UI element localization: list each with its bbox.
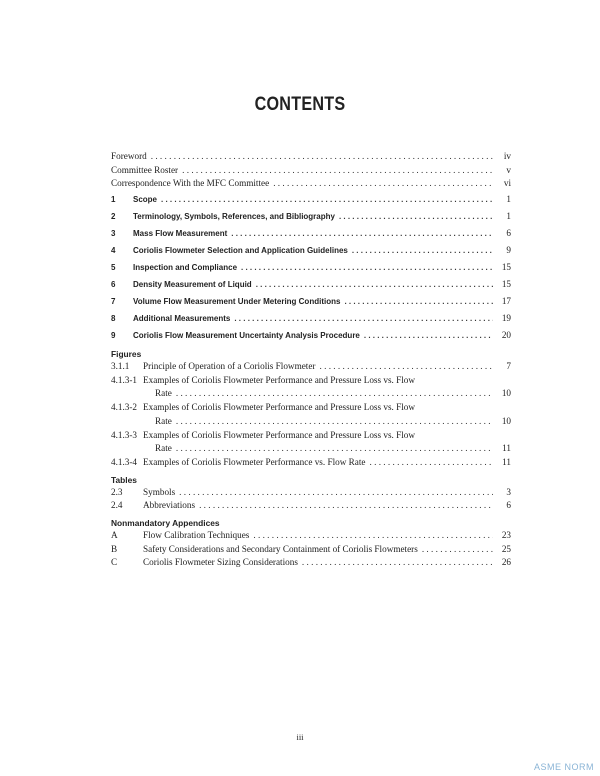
toc-page: 20 <box>501 330 511 341</box>
leader-dots <box>176 387 493 401</box>
toc-section-2[interactable] <box>111 208 511 225</box>
page-number: iii <box>296 732 304 742</box>
toc-label: Density Measurement of Liquid <box>133 280 252 290</box>
toc-label: Examples of Coriolis Flowmeter Performance and Pressure Loss vs. Flow <box>143 374 416 385</box>
tables-heading <box>111 474 511 486</box>
toc-label: Correspondence With the MFC Committee <box>111 178 270 189</box>
appendix-letter: C <box>111 557 118 568</box>
figure-number: 4.1.3-2 <box>111 402 138 413</box>
section-number: 8 <box>111 314 116 324</box>
toc-label: Coriolis Flowmeter Sizing Considerations <box>143 557 298 568</box>
leader-dots <box>161 191 493 208</box>
section-number: 9 <box>111 331 116 341</box>
section-number: 7 <box>111 297 116 307</box>
toc-label: Examples of Coriolis Flowmeter Performance vs. Flow Rate <box>143 456 366 467</box>
toc-page: 6 <box>506 500 511 511</box>
toc-page: 15 <box>501 262 511 273</box>
toc-front-foreword[interactable] <box>111 150 511 164</box>
leader-dots <box>320 360 494 374</box>
toc-label: Symbols <box>143 486 176 497</box>
toc-label: Abbreviations <box>143 500 196 511</box>
toc-label: Committee Roster <box>111 164 179 175</box>
toc-section-8[interactable] <box>111 310 511 327</box>
toc-page: 10 <box>501 388 511 399</box>
toc-page: 26 <box>501 557 511 568</box>
toc-figure-continued[interactable] <box>111 387 511 401</box>
toc-page: iv <box>503 151 511 161</box>
section-number: 5 <box>111 263 116 273</box>
appendices-heading <box>111 517 511 529</box>
figure-number: 3.1.1 <box>111 361 130 372</box>
toc-label: Flow Calibration Techniques <box>143 529 250 540</box>
leader-dots <box>422 543 493 557</box>
toc-label: Examples of Coriolis Flowmeter Performance and Pressure Loss vs. Flow <box>143 429 416 440</box>
toc-label: Coriolis Flow Measurement Uncertainty Analysis Procedure <box>133 331 360 341</box>
toc-section-9[interactable] <box>111 327 511 344</box>
appendix-letter: A <box>111 529 118 540</box>
leader-dots <box>179 486 493 500</box>
toc-label: Inspection and Compliance <box>133 263 238 273</box>
figure-number: 4.1.3-4 <box>111 456 138 467</box>
toc-label: Terminology, Symbols, References, and Bibliography <box>133 212 335 222</box>
toc-page: 11 <box>502 456 511 467</box>
leader-dots <box>176 442 493 456</box>
leader-dots <box>352 242 493 259</box>
toc-figure[interactable] <box>111 374 511 388</box>
toc-label: Scope <box>133 195 158 205</box>
toc-page: 23 <box>501 529 511 540</box>
toc-table[interactable] <box>111 499 511 513</box>
table-of-contents <box>111 150 511 570</box>
toc-page: 7 <box>506 361 511 372</box>
toc-label: Examples of Coriolis Flowmeter Performance and Pressure Loss vs. Flow <box>143 402 416 413</box>
toc-label: Rate <box>155 415 172 426</box>
toc-page: 10 <box>501 415 511 426</box>
leader-dots <box>302 556 493 570</box>
toc-label: Rate <box>155 443 172 454</box>
toc-page: 11 <box>502 443 511 454</box>
toc-figure-continued[interactable] <box>111 415 511 429</box>
leader-dots <box>234 310 493 327</box>
toc-page: 25 <box>501 543 511 554</box>
toc-label: Additional Measurements <box>133 314 231 324</box>
toc-appendix[interactable] <box>111 556 511 570</box>
toc-page: 19 <box>501 313 511 324</box>
toc-page: 17 <box>501 296 511 307</box>
figure-number: 4.1.3-1 <box>111 374 138 385</box>
toc-label: Rate <box>155 388 172 399</box>
toc-label: Principle of Operation of a Coriolis Flowmeter <box>143 361 316 372</box>
toc-appendix[interactable] <box>111 543 511 557</box>
leader-dots <box>256 276 493 293</box>
toc-label: Foreword <box>111 151 147 161</box>
toc-page: 1 <box>506 211 511 222</box>
figures-heading <box>111 348 511 360</box>
leader-dots <box>176 415 493 429</box>
leader-dots <box>253 529 493 543</box>
toc-page: 3 <box>506 486 511 497</box>
toc-front-roster[interactable] <box>111 164 511 178</box>
toc-section-1[interactable] <box>111 191 511 208</box>
toc-label: Mass Flow Measurement <box>133 229 228 239</box>
toc-section-7[interactable] <box>111 293 511 310</box>
section-number: 3 <box>111 229 116 239</box>
figure-number: 4.1.3-3 <box>111 429 138 440</box>
toc-page: 9 <box>506 245 511 256</box>
toc-section-4[interactable] <box>111 242 511 259</box>
toc-figure[interactable] <box>111 429 511 443</box>
leader-dots <box>339 208 493 225</box>
leader-dots <box>199 499 493 513</box>
table-number: 2.4 <box>111 500 123 511</box>
toc-page: vi <box>503 178 511 189</box>
toc-label: Coriolis Flowmeter Selection and Application Guidelines <box>133 246 348 256</box>
leader-dots <box>364 327 493 344</box>
watermark: ASME NORM <box>533 762 594 772</box>
toc-section-5[interactable] <box>111 259 511 276</box>
toc-label: Volume Flow Measurement Under Metering Conditions <box>133 297 341 307</box>
toc-figure-continued[interactable] <box>111 442 511 456</box>
toc-label: Safety Considerations and Secondary Containment of Coriolis Flowmeters <box>143 543 418 554</box>
section-number: 2 <box>111 212 116 222</box>
leader-dots <box>344 293 493 310</box>
section-number: 6 <box>111 280 116 290</box>
toc-section-6[interactable] <box>111 276 511 293</box>
section-number: 1 <box>111 195 116 205</box>
toc-figure[interactable] <box>111 360 511 374</box>
toc-appendix[interactable] <box>111 529 511 543</box>
leader-dots <box>273 177 493 191</box>
section-number: 4 <box>111 246 116 256</box>
appendix-letter: B <box>111 543 118 554</box>
leader-dots <box>182 164 493 178</box>
toc-page: 15 <box>501 279 511 290</box>
page-title: CONTENTS <box>254 94 346 115</box>
toc-page: v <box>506 164 511 175</box>
toc-figure[interactable] <box>111 401 511 415</box>
leader-dots <box>241 259 493 276</box>
heading-text: Tables <box>111 474 137 485</box>
leader-dots <box>151 150 493 164</box>
toc-page: 6 <box>506 228 511 239</box>
toc-front-correspondence[interactable] <box>111 177 511 191</box>
heading-text: Figures <box>111 349 142 360</box>
heading-text: Nonmandatory Appendices <box>111 517 220 528</box>
toc-page: 1 <box>506 194 511 205</box>
toc-table[interactable] <box>111 486 511 500</box>
toc-figure[interactable] <box>111 456 511 470</box>
leader-dots <box>370 456 493 470</box>
leader-dots <box>231 225 493 242</box>
toc-section-3[interactable] <box>111 225 511 242</box>
table-number: 2.3 <box>111 486 123 497</box>
